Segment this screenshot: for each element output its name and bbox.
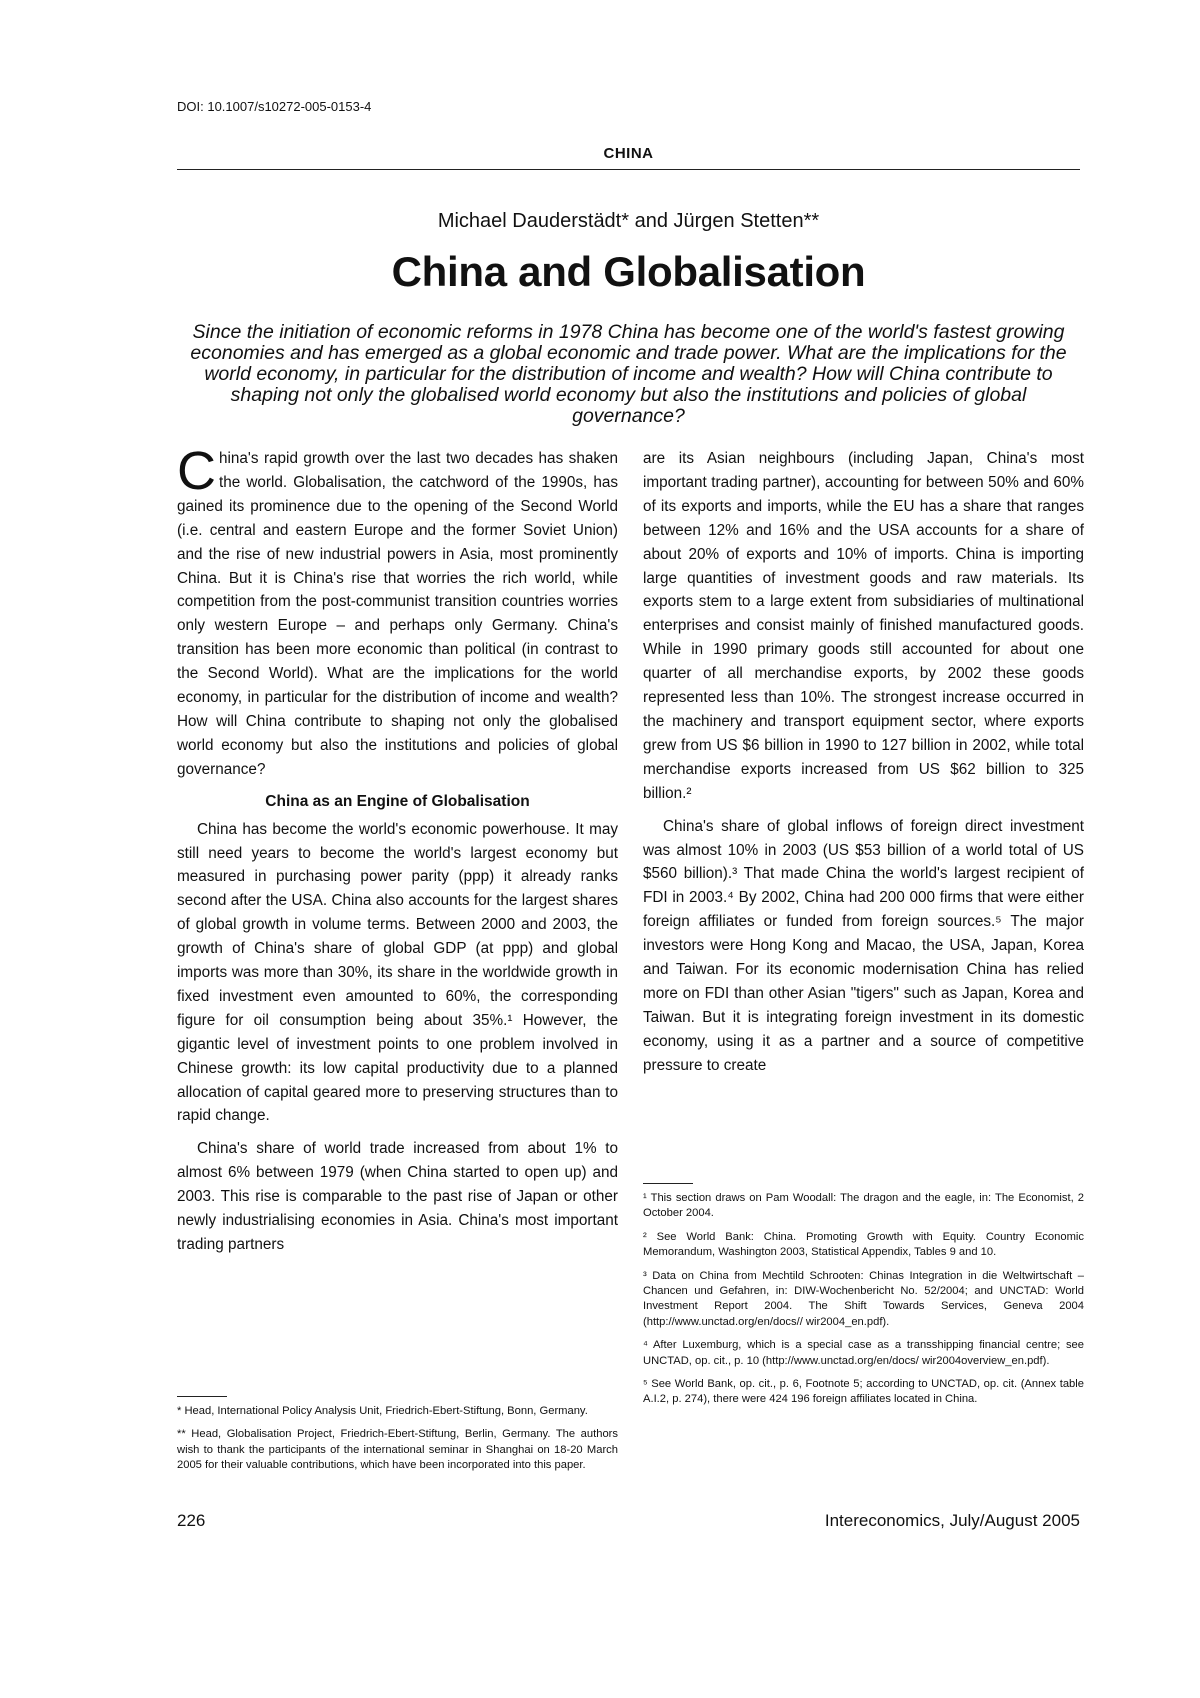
page-number: 226 — [177, 1511, 206, 1530]
right-footnotes — [643, 1191, 1084, 1416]
left-footnotes — [177, 1404, 618, 1482]
footnote: ** Head, Globalisation Project, Friedrich-Ebert-Stiftung, Berlin, Germany. The authors wish to thank the participants of the international seminar in Shanghai on 18-20 March 2005 for their valuable contributions, which have been incorporated into this paper. — [177, 1428, 618, 1472]
journal-footer: Intereconomics, July/August 2005 — [824, 1511, 1080, 1530]
abstract: Since the initiation of economic reforms in 1978 China has become one of the world's fastest growing economies and has emerged as a global economic and trade power. What are the implications for the world economy, in particular for the distribution of income and wealth? How will China contribute to shaping not only the globalised world economy but also the institutions and policies of global governance? — [190, 321, 1067, 427]
article-title: China and Globalisation — [391, 248, 866, 295]
footnote: ³ Data on China from Mechtild Schrooten: Chinas Integration in die Weltwirtschaft – Chancen und Gefahren, in: DIW-Wochenbericht No. 52/2004; and UNCTAD: World Investment Report 2004. The Shift Towards Services, Geneva 2004 (http://www.unctad.org/en/docs// wir2004_en.pdf). — [643, 1269, 1084, 1328]
section-label: CHINA — [603, 145, 654, 162]
header-rule — [177, 169, 1080, 170]
left-column — [177, 441, 618, 1257]
body-paragraph: are its Asian neighbours (including Japan, China's most important trading partner), accounting for between 50% and 60% of its exports and imports, while the EU has a share that ranges between 12% and 16% and the USA accounts for a share of about 20% of exports and 10% of imports. China is importing large quantities of investment goods and raw materials. Its exports stem to a large extent from subsidiaries of multinational enterprises and consist mainly of finished manufactured goods. While in 1990 primary goods still accounted for about one quarter of all merchandise exports, by 2002 these goods represented less than 10%. The strongest increase occurred in the machinery and transport equipment sector, where exports grew from US $6 billion in 1990 to 127 billion in 2002, while total merchandise exports increased from US $62 billion to 325 billion.² — [643, 450, 1084, 802]
section-heading: China as an Engine of Globalisation — [265, 792, 530, 810]
footnote: ¹ This section draws on Pam Woodall: The dragon and the eagle, in: The Economist, 2 October 2004. — [643, 1192, 1084, 1220]
right-column — [643, 447, 1084, 1078]
footnote: ² See World Bank: China. Promoting Growth with Equity. Country Economic Memorandum, Washington 2003, Statistical Appendix, Tables 9 and 10. — [643, 1230, 1084, 1259]
body-paragraph: China's share of global inflows of foreign direct investment was almost 10% in 2003 (US $53 billion of a world total of US $560 billion).³ That made China the world's largest recipient of FDI in 2003.⁴ By 2002, China had 200 000 firms that were either foreign affiliates or funded from foreign sources.⁵ The major investors were Hong Kong and Macao, the USA, Japan, Korea and Taiwan. For its economic modernisation China has relied more on FDI than other Asian "tigers" such as Japan, Korea and Taiwan. But it is integrating foreign investment in its domestic economy, using it as a partner and a source of competitive pressure to create — [643, 817, 1084, 1074]
footnote: * Head, International Policy Analysis Unit, Friedrich-Ebert-Stiftung, Bonn, Germany. — [177, 1405, 588, 1417]
footnote: ⁴ After Luxemburg, which is a special case as a transshipping financial centre; see UNCTAD, op. cit., p. 10 (http://www.unctad.org/en/docs/ wir2004overview_en.pdf). — [643, 1339, 1084, 1367]
footnote: ⁵ See World Bank, op. cit., p. 6, Footnote 5; according to UNCTAD, op. cit. (Annex table A.I.2, p. 274), there were 424 196 foreign affiliates located in China. — [643, 1378, 1084, 1406]
authors: Michael Dauderstädt* and Jürgen Stetten** — [437, 210, 820, 232]
intro-paragraph — [177, 441, 618, 782]
doi: DOI: 10.1007/s10272-005-0153-4 — [177, 99, 372, 114]
body-paragraph: China's share of world trade increased from about 1% to almost 6% between 1979 (when China started to open up) and 2003. This rise is comparable to the past rise of Japan or other newly industrialising economies in Asia. China's most important trading partners — [177, 1140, 618, 1253]
intro-text: hina's rapid growth over the last two decades has shaken the world. Globalisation, the catchword of the 1990s, has gained its prominence due to the opening of the Second World (i.e. central and eastern Europe and the former Soviet Union) and the rise of new industrial powers in Asia, most prominently China. But it is China's rise that worries the rich world, while competition from the post-communist transition countries worries only western Europe – and perhaps only Germany. China's transition has been more economic than political (in contrast to the Second World). What are the implications for the world economy, in particular for the distribution of income and wealth? How will China contribute to shaping not only the globalised world economy but also the institutions and policies of global governance? — [177, 450, 618, 778]
footnote-rule — [643, 1183, 693, 1184]
drop-cap: C — [177, 441, 216, 501]
body-paragraph: China has become the world's economic powerhouse. It may still need years to become the world's largest economy but measured in purchasing power parity (ppp) it already ranks second after the USA. China also accounts for the largest shares of global growth in volume terms. Between 2000 and 2003, the growth of China's share of global GDP (at ppp) and global imports was more than 30%, its share in the worldwide growth in fixed investment even amounted to 60%, the corresponding figure for oil consumption being about 35%.¹ However, the gigantic level of investment points to one problem involved in Chinese growth: its low capital productivity due to a planned allocation of capital geared more to preserving structures than to rapid change. — [177, 820, 618, 1125]
footnote-rule — [177, 1396, 227, 1397]
